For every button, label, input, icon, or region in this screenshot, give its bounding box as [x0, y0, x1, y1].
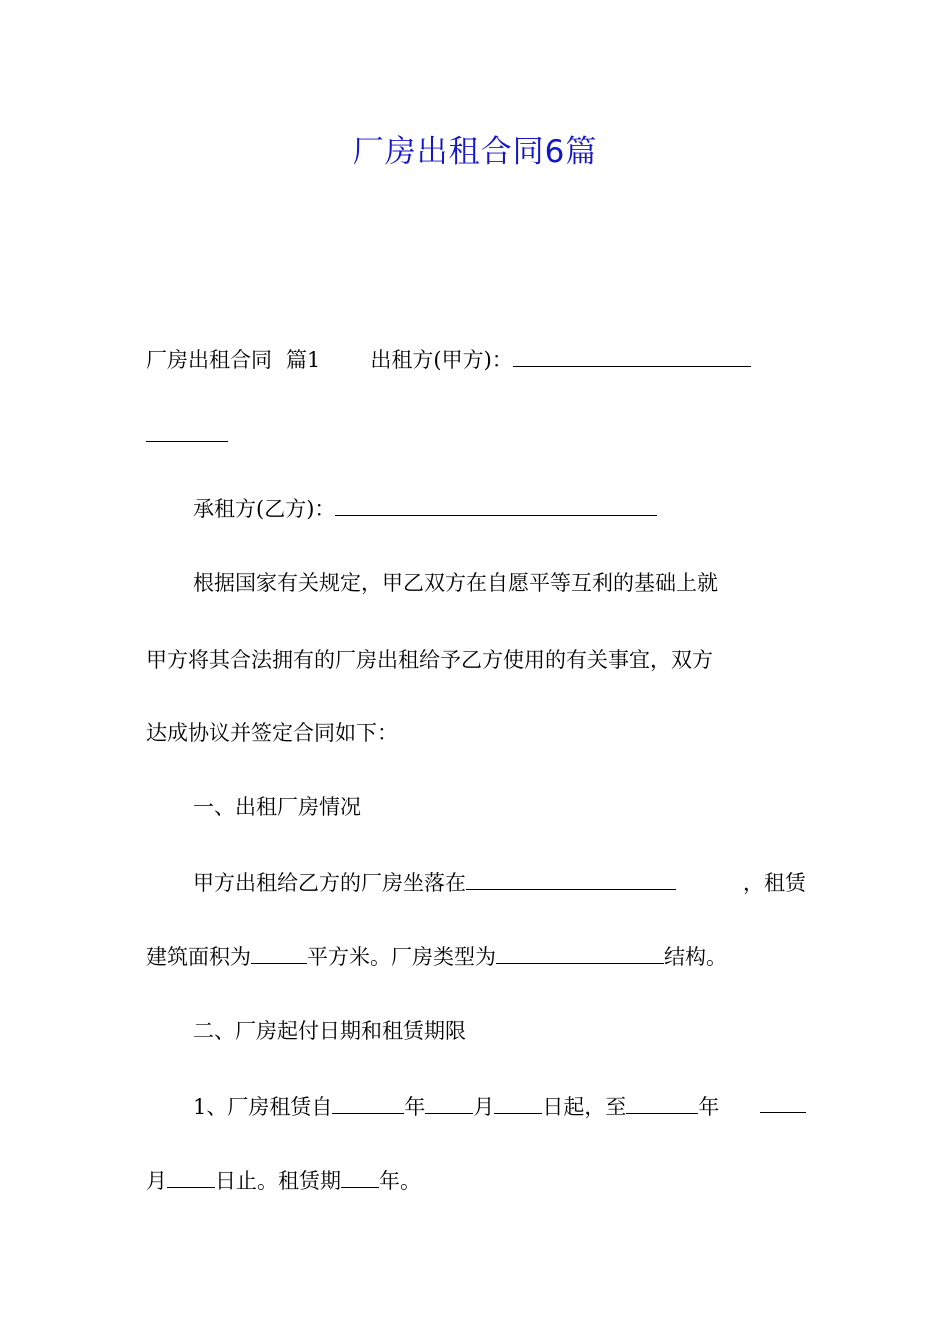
location-line — [193, 868, 806, 898]
term-line-continued — [146, 1166, 806, 1196]
lessee-line — [193, 494, 806, 524]
start-day-blank — [494, 1093, 542, 1114]
start-month-blank — [425, 1093, 473, 1114]
start-year-blank — [332, 1093, 404, 1114]
lessor-blank — [513, 346, 751, 367]
structure-suffix: 结构。 — [664, 945, 727, 969]
area-unit-text: 平方米。厂房类型为 — [307, 945, 496, 969]
end-year-blank — [626, 1093, 698, 1114]
area-blank — [251, 943, 307, 964]
paragraph-line: 根据国家有关规定，甲乙双方在自愿平等互利的基础上就 — [193, 571, 718, 595]
lessor-blank-continued — [146, 421, 228, 442]
paragraph-line: 达成协议并签定合同如下： — [146, 721, 398, 745]
from-label: 日起，至 — [542, 1095, 627, 1119]
lessee-blank — [335, 495, 657, 516]
month-label: 月 — [473, 1095, 495, 1119]
section-heading: 一、出租厂房情况 — [193, 795, 361, 819]
location-blank — [466, 869, 676, 890]
section-number: 篇1 — [286, 348, 321, 372]
area-line — [146, 942, 806, 972]
term-line — [193, 1092, 806, 1122]
lessor-blank-continued-line — [146, 420, 806, 450]
document-title: 厂房出租合同6篇 — [352, 134, 598, 170]
term-years-blank — [341, 1167, 379, 1188]
section-label: 厂房出租合同 — [146, 348, 272, 372]
location-text: 甲方出租给乙方的厂房坐落在 — [193, 871, 466, 895]
term-text: 1、厂房租赁自 — [193, 1095, 333, 1119]
section-heading: 二、厂房起付日期和租赁期限 — [193, 1019, 466, 1043]
paragraph-line: 甲方将其合法拥有的厂房出租给予乙方使用的有关事宜，双方 — [146, 648, 713, 672]
location-suffix: ，租赁 — [743, 871, 806, 895]
year-label: 年 — [404, 1095, 426, 1119]
end-month-blank — [760, 1092, 806, 1113]
section-header-line — [146, 345, 806, 375]
lessee-label: 承租方(乙方)： — [193, 497, 336, 521]
area-text: 建筑面积为 — [146, 945, 251, 969]
end-day-blank — [167, 1167, 215, 1188]
month-label: 月 — [146, 1169, 167, 1193]
lessor-label: 出租方(甲方)： — [370, 348, 513, 372]
year-label: 年 — [698, 1095, 720, 1119]
years-label: 年。 — [379, 1169, 421, 1193]
until-label: 日止。租赁期 — [215, 1169, 341, 1193]
structure-blank — [496, 943, 664, 964]
